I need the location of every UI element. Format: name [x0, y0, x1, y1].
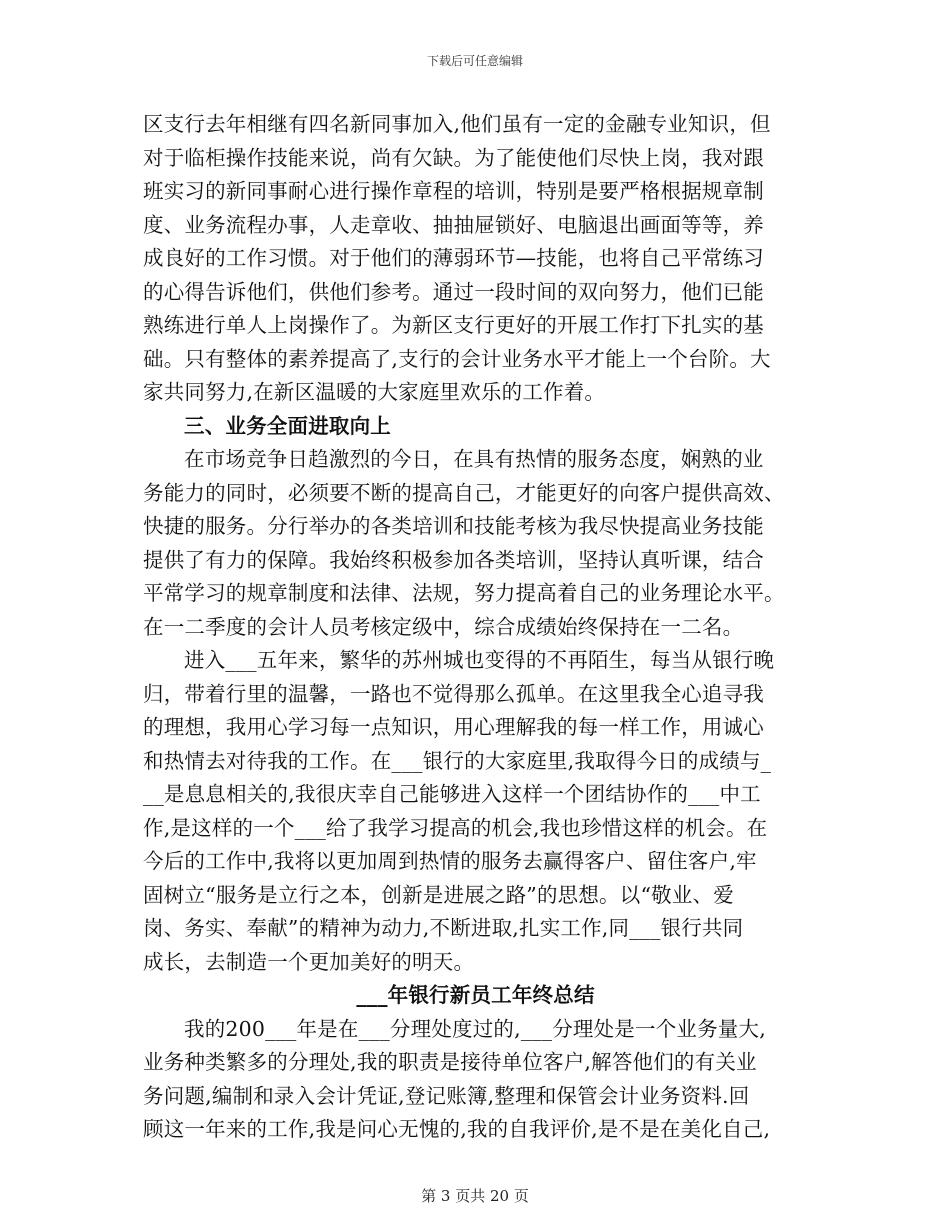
text-line: 今后的工作中,我将以更加周到热情的服务去赢得客户、留住客户,牢 — [143, 849, 757, 873]
section-heading: 三、业务全面进取向上 — [184, 413, 391, 438]
page-footer: 第 3 页共 20 页 — [421, 1187, 529, 1205]
text-line: 进入___五年来，繁华的苏州城也变得的不再陌生，每当从银行晚 — [184, 648, 775, 672]
text-line: 我的200___年是在___分理处度过的,___分理处是一个业务量大, — [184, 1016, 766, 1041]
page-header: 下载后可任意编辑 — [426, 54, 523, 68]
text-line: 快捷的服务。分行举办的各类培训和技能考核为我尽快提高业务技能 — [143, 514, 764, 538]
text-line: 在一二季度的会计人员考核定级中，综合成绩始终保持在一二名。 — [143, 614, 744, 639]
text-line: 务问题,编制和录入会计凭证,登记账簿,整理和保管会计业务资料.回 — [143, 1083, 750, 1108]
document-body — [143, 108, 808, 1147]
text-line: 在市场竞争日趋激烈的今日，在具有热情的服务态度，娴熟的业 — [184, 447, 764, 471]
text-line: 础。只有整体的素养提高了,支行的会计业务水平才能上一个台阶。大 — [143, 346, 771, 371]
text-line: __是息息相关的,我很庆幸自己能够进入这样一个团结协作的___中工 — [143, 782, 761, 806]
text-line: 顾这一年来的工作,我是问心无愧的,我的自我评价,是不是在美化自己, — [143, 1117, 771, 1141]
text-line: 度、业务流程办事，人走章收、抽抽屉锁好、电脑退出画面等等，养 — [143, 212, 764, 237]
text-line: 作,是这样的一个___给了我学习提高的机会,我也珍惜这样的机会。在 — [143, 815, 768, 840]
text-line: 和热情去对待我的工作。在___银行的大家庭里,我取得今日的成绩与_ — [143, 748, 772, 773]
text-line: 固树立“服务是立行之本，创新是进展之路”的思想。以“敬业、爱 — [143, 882, 734, 907]
text-line: 熟练进行单人上岗操作了。为新区支行更好的开展工作打下扎实的基 — [143, 313, 764, 337]
text-line: 成长，去制造一个更加美好的明天。 — [143, 949, 475, 974]
text-line: 提供了有力的保障。我始终积极参加各类培训，坚持认真听课，结合 — [143, 547, 764, 572]
text-line: 对于临柜操作技能来说，尚有欠缺。为了能使他们尽快上岗，我对跟 — [143, 145, 764, 170]
text-line: 家共同努力,在新区温暖的大家庭里欢乐的工作着。 — [143, 380, 606, 404]
text-line: 区支行去年相继有四名新同事加入,他们虽有一定的金融专业知识，但 — [143, 112, 771, 136]
text-line: 成良好的工作习惯。对于他们的薄弱环节—技能，也将自己平常练习 — [143, 246, 764, 270]
text-line: 归，带着行里的温馨，一路也不觉得那么孤单。在这里我全心追寻我 — [143, 681, 764, 706]
text-line: 班实习的新同事耐心进行操作章程的培训，特别是要严格根据规章制 — [143, 179, 764, 203]
text-line: 业务种类繁多的分理处,我的职责是接待单位客户,解答他们的有关业 — [143, 1050, 757, 1074]
text-line: 的理想，我用心学习每一点知识，用心理解我的每一样工作，用诚心 — [143, 715, 764, 739]
text-line: 务能力的同时，必须要不断的提高自己，才能更好的向客户提供高效、 — [143, 480, 785, 505]
text-line: 的心得告诉他们，供他们参考。通过一段时间的双向努力，他们已能 — [143, 279, 764, 304]
article-title: ___年银行新员工年终总结 — [356, 983, 595, 1007]
text-line: 岗、务实、奉献”的精神为动力,不断进取,扎实工作,同___银行共同 — [143, 916, 744, 940]
text-line: 平常学习的规章制度和法律、法规，努力提高着自己的业务理论水平。 — [143, 581, 785, 605]
